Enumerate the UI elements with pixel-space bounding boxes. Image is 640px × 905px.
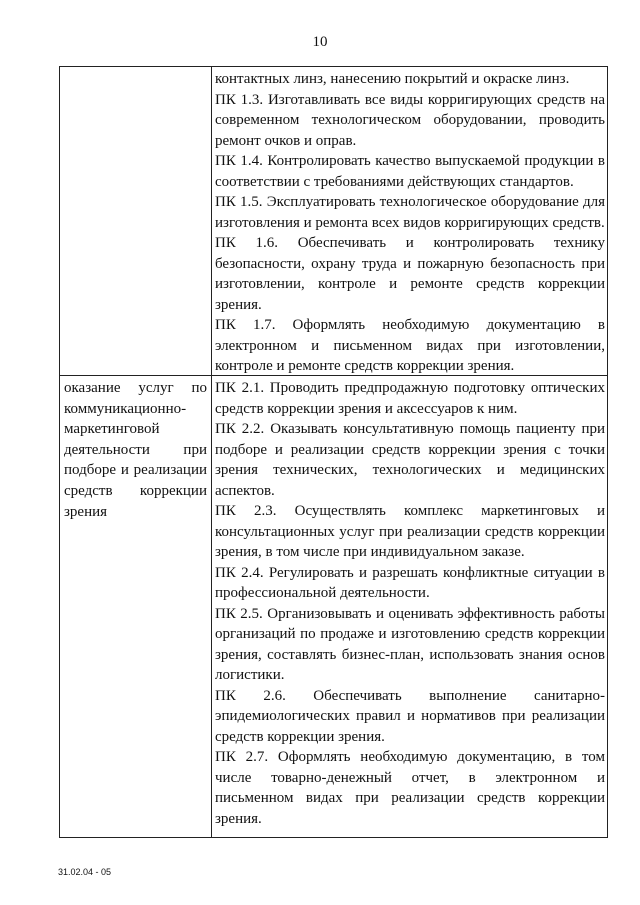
- activity-line: коммуникационно-: [64, 400, 187, 417]
- row1-competencies: [215, 69, 605, 377]
- document-code: 31.02.04 - 05: [58, 867, 112, 877]
- competency-pk-2-5: ПК 2.5. Организовывать и оценивать эффективность работы организаций по продаже и изготовлению средств коррекции зрения, составлять бизнес-план, использовать знания основ логистики.: [215, 605, 605, 683]
- activity-line: подборе и реализации: [64, 462, 207, 479]
- activity-line: деятельности при: [64, 441, 207, 458]
- competency-pk-1-7: ПК 1.7. Оформлять необходимую документацию в электронном и письменном видах при изготовлении, контроле и ремонте средств коррекции зрения.: [215, 317, 605, 374]
- activity-type-cell: [64, 378, 207, 522]
- competency-pk-2-6: ПК 2.6. Обеспечивать выполнение санитарно-эпидемиологических правил и нормативов при реализации средств коррекции зрения.: [215, 687, 605, 745]
- activity-line: средств коррекции: [64, 482, 207, 499]
- competency-pk-2-2: ПК 2.2. Оказывать консультативную помощь пациенту при подборе и реализации средств коррекции зрения с точки зрения технических, технологических и медицинских аспектов.: [215, 421, 605, 499]
- activity-line: оказание услуг по: [64, 380, 207, 396]
- competency-pk-1-6: ПК 1.6. Обеспечивать и контролировать технику безопасности, охрану труда и пожарную безопасность при изготовлении, контроле и ремонте средств коррекции зрения.: [215, 235, 605, 313]
- competency-table: [59, 66, 608, 838]
- activity-line: зрения: [64, 503, 108, 520]
- competency-pk-1-4: ПК 1.4. Контролировать качество выпускаемой продукции в соответствии с требованиями действующих стандартов.: [215, 153, 605, 190]
- column-divider: [211, 67, 212, 837]
- competency-pk-1-3: ПК 1.3. Изготавливать все виды корригирующих средств на современном технологическом оборудовании, проводить ремонт очков и оправ.: [215, 91, 605, 149]
- competency-pk-2-3: ПК 2.3. Осуществлять комплекс маркетинговых и консультационных услуг при реализации средств коррекции зрения, в том числе при индивидуальном заказе.: [215, 503, 605, 560]
- activity-line: маркетинговой: [64, 421, 160, 438]
- competency-pk-2-1: ПК 2.1. Проводить предпродажную подготовку оптических средств коррекции зрения и аксессуаров к ним.: [215, 380, 605, 417]
- page-number: 10: [312, 34, 328, 50]
- competency-pk-1-5: ПК 1.5. Эксплуатировать технологическое оборудование для изготовления и ремонта всех видов корригирующих средств.: [215, 194, 605, 231]
- competency-text: контактных линз, нанесению покрытий и окраске линз.: [215, 71, 570, 87]
- competency-pk-2-4: ПК 2.4. Регулировать и разрешать конфликтные ситуации в профессиональной деятельности.: [215, 564, 605, 601]
- row2-competencies: [215, 378, 605, 829]
- competency-pk-2-7: ПК 2.7. Оформлять необходимую документацию, в том числе товарно-денежный отчет, в электронном и письменном видах при реализации средств коррекции зрения.: [215, 749, 605, 827]
